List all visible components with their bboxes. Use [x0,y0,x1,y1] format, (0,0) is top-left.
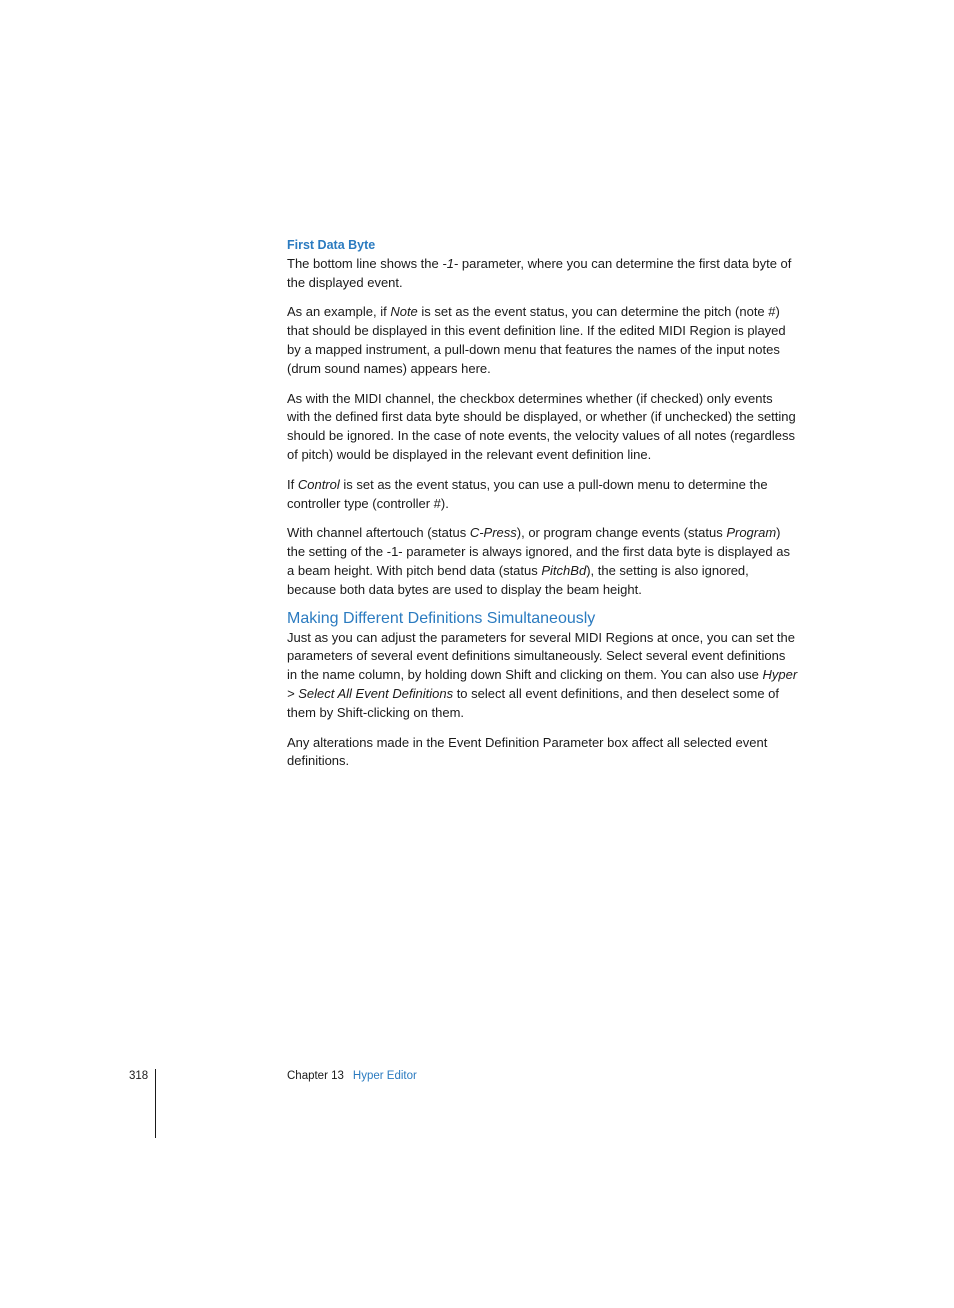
text: ) the setting of the -1- parameter is always ignored, and the first data byte is displayed as a beam height. With pitch bend data (status [287,525,790,578]
section-heading-first-data-byte: First Data Byte [287,238,376,252]
paragraph [287,476,799,514]
page-content [287,236,799,782]
text-italic: Program [726,525,777,541]
text: is set as the event status, you can determine the pitch (note #) that should be displayed in this event definition line. If the edited MIDI Region is played by a mapped instrument, a pull-down menu that features the names of the input notes (drum sound names) appears here. [287,304,786,376]
footer-divider [155,1069,156,1138]
paragraph [287,629,799,723]
text: Just as you can adjust the parameters for several MIDI Regions at once, you can set the parameters of several event definitions simultaneously. Select several event definitions in the name column, by holding down Shift and clicking on them. You can also use [287,629,795,683]
page-number: 318 [129,1070,149,1082]
paragraph [287,303,799,378]
text-italic: C-Press [469,525,517,541]
section-heading-making-different-definitions: Making Different Definitions Simultaneously [287,609,596,627]
text: ), the setting is also ignored, because both data bytes are used to display the beam height. [287,562,749,597]
chapter-title-link[interactable]: Hyper Editor [352,1070,417,1082]
text: parameter, where you can determine the first data byte of the displayed event. [287,255,792,290]
text: to select all event definitions, and then deselect some of them by Shift-clicking on them. [287,685,779,720]
text: As an example, if [287,304,391,320]
text-italic: PitchBd [541,562,587,578]
text: The bottom line shows the [287,255,443,271]
text-italic: Note [390,304,418,320]
paragraph [287,255,799,293]
paragraph [287,524,799,599]
paragraph: Any alterations made in the Event Definition Parameter box affect all selected event definitions. [287,734,768,769]
paragraph: As with the MIDI channel, the checkbox determines whether (if checked) only events with the defined first data byte should be displayed, or whether (if unchecked) the setting should be ignored. In the case of note events, the velocity values of all notes (regardless of pitch) would be displayed in the relevant event definition line. [287,390,796,462]
text: If [287,476,298,492]
text: With channel aftertouch (status [287,525,470,541]
chapter-label: Chapter 13 [287,1070,344,1082]
chapter-reference [287,1070,417,1082]
text-italic: Hyper > Select All Event Definitions [287,667,798,701]
text: ), or program change events (status [516,525,727,541]
text-italic: -1- [442,255,459,271]
text: is set as the event status, you can use a pull-down menu to determine the controller type (controller #). [287,476,768,511]
text-italic: Control [297,476,340,492]
